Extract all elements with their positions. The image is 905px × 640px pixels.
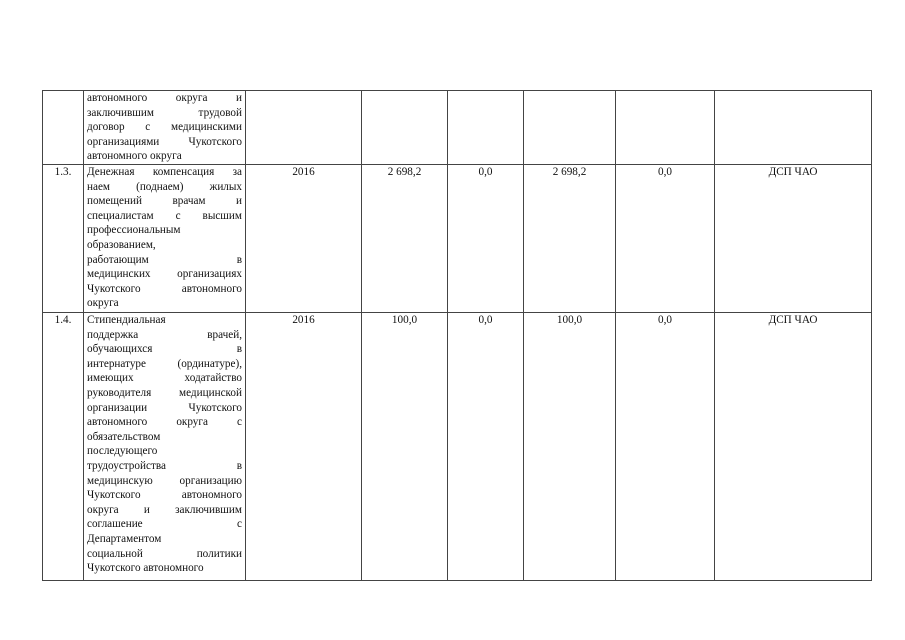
- description-line: Департаментом: [87, 532, 162, 545]
- description-line: поддержка врачей,: [87, 328, 242, 341]
- description-line: профессиональным: [87, 224, 181, 237]
- description-line: обучающихся в: [87, 343, 242, 356]
- description-line: автономного округа: [87, 150, 182, 163]
- description-line: организации Чукотского: [87, 401, 242, 414]
- executor-cell: ДСП ЧАО: [715, 165, 872, 313]
- description-line: Стипендиальная: [87, 314, 166, 326]
- description-line: Денежная компенсация за: [87, 166, 242, 178]
- description-line: трудоустройства в: [87, 459, 242, 472]
- regional-budget-cell: 2 698,2: [524, 165, 616, 313]
- other-sources-cell: 0,0: [616, 313, 715, 581]
- federal-budget-cell: 0,0: [448, 313, 524, 581]
- description-line: автономного округа и: [87, 92, 242, 104]
- description-line: последующего: [87, 445, 158, 458]
- regional-budget-cell: 100,0: [524, 313, 616, 581]
- description-line: обязательством: [87, 430, 161, 443]
- description-line: помещений врачам и: [87, 195, 242, 208]
- row-number: 1.3.: [43, 165, 84, 313]
- description-line: автономного округа с: [87, 416, 242, 429]
- description-line: округа и заключившим: [87, 503, 242, 516]
- description-line: Чукотского автономного: [87, 282, 242, 295]
- description-line: специалистам с высшим: [87, 209, 242, 222]
- description-line: договор с медицинскими: [87, 121, 242, 134]
- other-sources-cell: [616, 91, 715, 165]
- table-row: [43, 313, 872, 581]
- description-line: Чукотского автономного: [87, 562, 204, 575]
- measure-description: [84, 313, 246, 581]
- year-cell: [246, 91, 362, 165]
- description-line: образованием,: [87, 238, 156, 251]
- year-cell: 2016: [246, 313, 362, 581]
- description-line: руководителя медицинской: [87, 386, 242, 399]
- description-line: организациями Чукотского: [87, 135, 242, 148]
- description-line: наем (поднаем) жилых: [87, 180, 242, 193]
- year-cell: 2016: [246, 165, 362, 313]
- total-cell: 100,0: [362, 313, 448, 581]
- measure-description: [84, 165, 246, 313]
- description-line: соглашение с: [87, 518, 242, 531]
- other-sources-cell: 0,0: [616, 165, 715, 313]
- table-row: [43, 91, 872, 165]
- description-line: Чукотского автономного: [87, 489, 242, 502]
- program-measures-table: [42, 90, 872, 581]
- executor-cell: [715, 91, 872, 165]
- total-cell: 2 698,2: [362, 165, 448, 313]
- description-line: округа: [87, 297, 119, 310]
- row-number: 1.4.: [43, 313, 84, 581]
- measure-description: [84, 91, 246, 165]
- executor-cell: ДСП ЧАО: [715, 313, 872, 581]
- description-line: заключившим трудовой: [87, 106, 242, 119]
- row-number: [43, 91, 84, 165]
- description-line: медицинскую организацию: [87, 474, 242, 487]
- description-line: имеющих ходатайство: [87, 372, 242, 385]
- description-line: социальной политики: [87, 547, 242, 560]
- federal-budget-cell: [448, 91, 524, 165]
- description-line: работающим в: [87, 253, 242, 266]
- total-cell: [362, 91, 448, 165]
- description-line: интернатуре (ординатуре),: [87, 357, 242, 370]
- regional-budget-cell: [524, 91, 616, 165]
- federal-budget-cell: 0,0: [448, 165, 524, 313]
- table-body: [43, 91, 872, 581]
- table-row: [43, 165, 872, 313]
- description-line: медицинских организациях: [87, 268, 242, 281]
